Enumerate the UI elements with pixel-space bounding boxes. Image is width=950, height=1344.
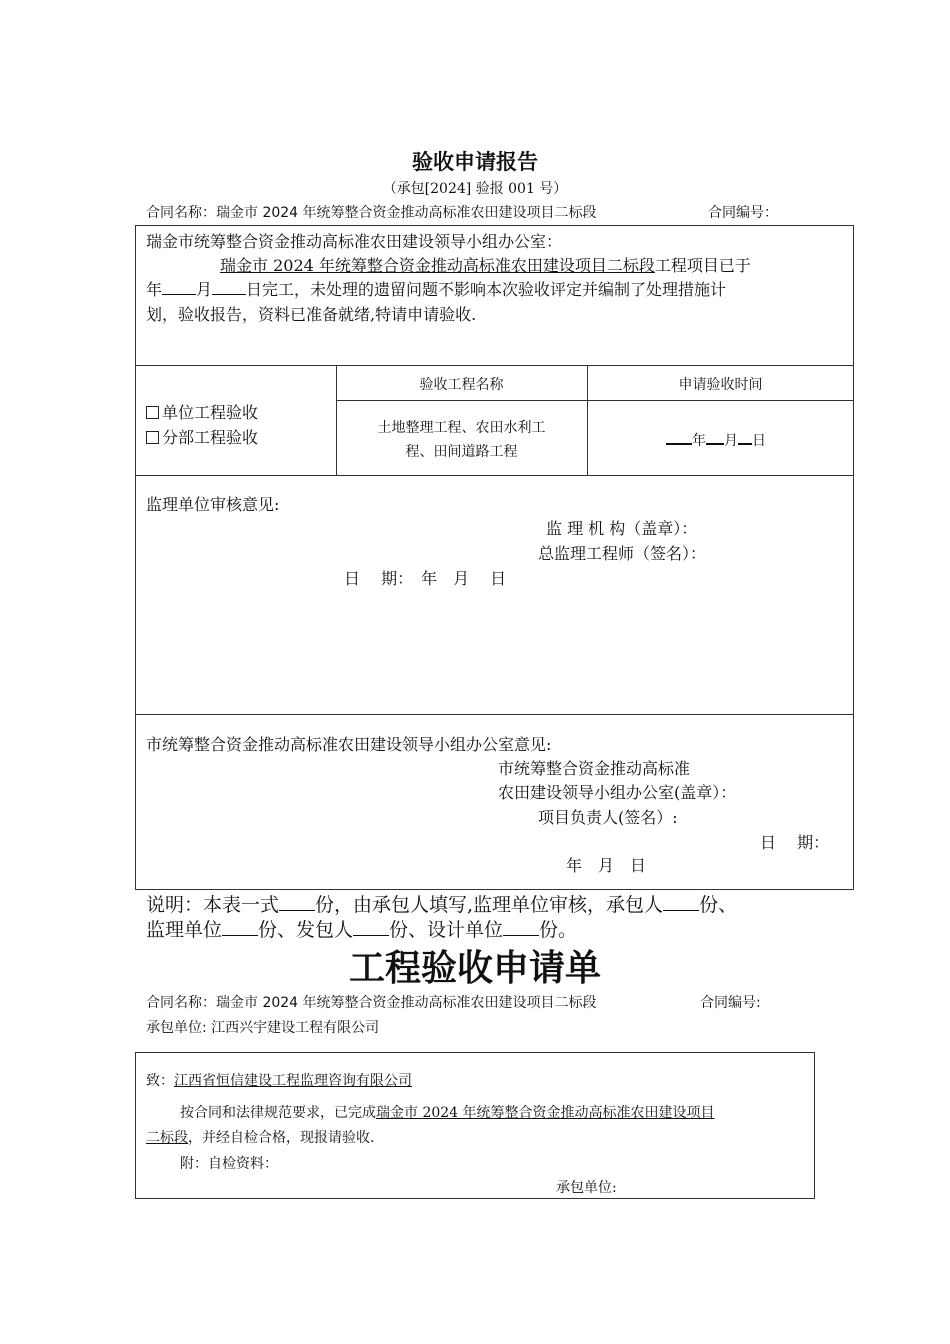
divider xyxy=(135,714,854,715)
year-label: 年 xyxy=(692,433,706,449)
supervisor-org-seal: 监 理 机 构（盖章）： xyxy=(546,519,698,538)
supervisor-date: 日 期： 年 月 日 xyxy=(344,569,507,588)
year-blank xyxy=(666,429,692,445)
month-blank xyxy=(212,278,246,295)
report-body-line1 xyxy=(220,253,751,276)
office-date: 年 月 日 xyxy=(566,856,647,875)
project-section-underlined: 二标段 xyxy=(146,1130,188,1146)
apply-date xyxy=(666,429,766,450)
project-name-line1: 土地整理工程、农田水利工 xyxy=(377,420,546,436)
note-text: 份，由承包人填写,监理单位审核，承包人 xyxy=(315,894,664,916)
note-text: 份、设计单位 xyxy=(389,919,504,941)
divider xyxy=(336,400,854,401)
note-text: 份、发包人 xyxy=(258,919,354,941)
form-body-line1 xyxy=(180,1102,715,1122)
body-text: 按合同和法律规范要求，已完成 xyxy=(180,1105,376,1121)
day-blank xyxy=(738,429,752,445)
note-text: 监理单位 xyxy=(146,919,223,941)
divider xyxy=(135,475,854,476)
form-contract-number-label: 合同编号: xyxy=(700,995,761,1011)
divider xyxy=(135,365,854,366)
option-unit-acceptance[interactable] xyxy=(146,400,258,423)
copies-blank xyxy=(503,916,539,936)
column-header-project-name: 验收工程名称 xyxy=(419,377,504,393)
copies-blank xyxy=(663,891,699,911)
body-after: 工程项目已于 xyxy=(654,256,751,275)
year-blank xyxy=(162,278,196,295)
checkbox-icon[interactable] xyxy=(146,406,159,419)
project-leader-signature: 项目负责人(签名）: xyxy=(538,808,678,827)
month-label: 月 xyxy=(724,433,738,449)
addressee: 瑞金市统筹整合资金推动高标准农田建设领导小组办公室： xyxy=(146,232,563,251)
form-contract-name: 合同名称：瑞金市 2024 年统筹整合资金推动高标准农田建设项目二标段 xyxy=(146,995,597,1011)
month-blank xyxy=(706,429,724,445)
copies-blank xyxy=(222,916,258,936)
month-label: 月 xyxy=(196,280,213,299)
day-label: 日 xyxy=(752,433,766,449)
note-text: 份。 xyxy=(539,919,578,941)
contractor-signer: 承包单位: xyxy=(556,1180,617,1196)
note-text: 说明：本表一式 xyxy=(146,894,280,916)
option-label: 单位工程验收 xyxy=(162,403,259,422)
note-line1 xyxy=(146,890,737,917)
column-header-apply-time: 申请验收时间 xyxy=(678,377,763,393)
body-text: ，并经自检合格，现报请验收. xyxy=(188,1130,375,1146)
option-part-acceptance[interactable] xyxy=(146,425,258,448)
note-line2 xyxy=(146,915,577,942)
copies-blank xyxy=(279,891,315,911)
contract-number-label: 合同编号： xyxy=(708,205,778,221)
report-body-line2 xyxy=(146,277,726,300)
report-number: （承包[2024] 验报 001 号） xyxy=(382,181,568,197)
note-text: 份、 xyxy=(699,894,738,916)
form-title: 工程验收申请单 xyxy=(348,948,601,989)
report-title: 验收申请报告 xyxy=(412,149,538,174)
project-name-line2: 程、田间道路工程 xyxy=(405,444,518,460)
chief-engineer-signature: 总监理工程师（签名）： xyxy=(538,544,707,563)
office-line1: 市统筹整合资金推动高标准 xyxy=(498,759,691,778)
completion-text: 日完工，未处理的遗留问题不影响本次验收评定并编制了处理措施计 xyxy=(246,280,727,299)
copies-blank xyxy=(353,916,389,936)
report-body-line3: 划，验收报告，资料已准备就绪,特请申请验收. xyxy=(146,305,477,324)
option-label: 分部工程验收 xyxy=(162,428,259,447)
supervisor-org: 江西省恒信建设工程监理咨询有限公司 xyxy=(174,1073,412,1089)
project-name-underlined: 瑞金市 2024 年统筹整合资金推动高标准农田建设项目 xyxy=(376,1105,715,1121)
form-addressee xyxy=(146,1070,412,1090)
form-body-line2 xyxy=(146,1127,374,1147)
attachment: 附：自检资料： xyxy=(180,1156,278,1172)
contract-name: 合同名称：瑞金市 2024 年统筹整合资金推动高标准农田建设项目二标段 xyxy=(146,205,597,221)
office-seal: 农田建设领导小组办公室(盖章）： xyxy=(498,783,737,802)
checkbox-icon[interactable] xyxy=(146,431,159,444)
project-name-underlined: 瑞金市 2024 年统筹整合资金推动高标准农田建设项目二标段 xyxy=(220,256,655,275)
to-label: 致： xyxy=(146,1073,174,1089)
contractor: 承包单位: 江西兴宇建设工程有限公司 xyxy=(146,1020,380,1036)
year-label: 年 xyxy=(146,280,163,299)
supervisor-opinion-label: 监理单位审核意见: xyxy=(146,495,280,514)
office-opinion-label: 市统筹整合资金推动高标准农田建设领导小组办公室意见: xyxy=(146,735,552,754)
office-date-label: 日 期： xyxy=(760,833,830,852)
